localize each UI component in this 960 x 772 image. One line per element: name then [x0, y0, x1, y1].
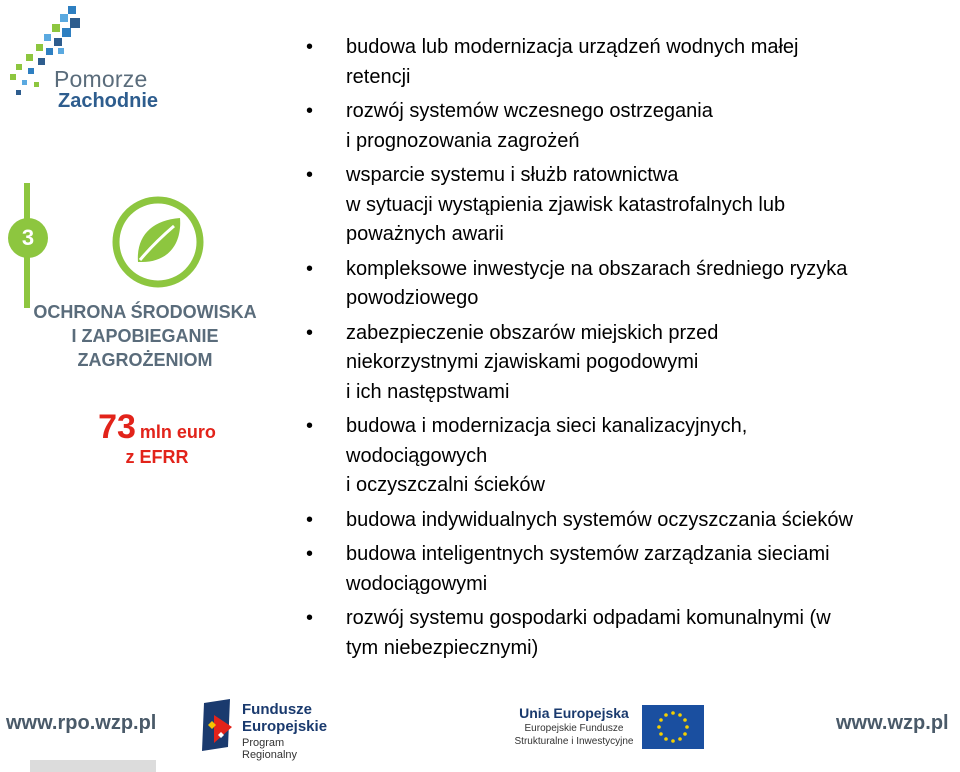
list-item: • budowa i modernizacja sieci kanalizacyjnych, wodociągowych i oczyszczalni ścieków	[300, 412, 960, 501]
axis-title	[30, 300, 260, 372]
fe-line2: Europejskie	[242, 718, 328, 735]
ue-line1: Unia Europejska	[519, 705, 629, 721]
leaf-icon	[112, 196, 204, 288]
logo-line1: Pomorze	[54, 66, 148, 92]
list-item: • budowa inteligentnych systemów zarządzania sieciami wodociągowymi	[300, 540, 960, 599]
budget-unit: mln euro	[139, 422, 216, 442]
budget-source: z EFRR	[125, 447, 189, 467]
list-item: • budowa lub modernizacja urządzeń wodnych małej retencji	[300, 33, 960, 92]
fe-star-icon	[200, 699, 236, 751]
eu-flag-icon	[642, 705, 704, 749]
axis-title-line: ZAGROŻENIOM	[77, 350, 213, 370]
ue-line3: Strukturalne i Inwestycyjne	[514, 736, 634, 747]
axis-title-line: OCHRONA ŚRODOWISKA	[33, 302, 257, 322]
fe-line3: Program Regionalny	[242, 737, 298, 761]
budget-info	[62, 408, 252, 468]
axis-number-badge: 3	[8, 218, 48, 258]
list-item: • zabezpieczenie obszarów miejskich przed niekorzystnymi zjawiskami pogodowymi i ich następstwami	[300, 319, 960, 408]
eu-logo	[510, 705, 710, 753]
axis-title-line: I ZAPOBIEGANIE	[71, 326, 219, 346]
fe-line1: Fundusze	[242, 701, 312, 718]
logo-line2: Zachodnie	[58, 90, 159, 112]
list-item: • budowa indywidualnych systemów oczyszczania ścieków	[300, 506, 960, 536]
list-item: • wsparcie systemu i służb ratownictwa w sytuacji wystąpienia zjawisk katastrofalnych lub poważnych awarii	[300, 161, 960, 250]
footer-url-right[interactable]: www.wzp.pl	[836, 712, 949, 734]
fundusze-europejskie-logo	[200, 697, 340, 761]
list-item: • rozwój systemu gospodarki odpadami komunalnymi (w tym niebezpiecznymi)	[300, 604, 960, 663]
list-item: • kompleksowe inwestycje na obszarach średniego ryzyka powodziowego	[300, 255, 960, 314]
bottom-bar	[30, 760, 156, 772]
footer-url-left[interactable]: www.rpo.wzp.pl	[6, 712, 157, 734]
ue-line2: Europejskie Fundusze	[524, 723, 624, 734]
pomorze-zachodnie-logo	[8, 4, 178, 119]
list-item: • rozwój systemów wczesnego ostrzegania i prognozowania zagrożeń	[300, 97, 960, 156]
measures-list	[300, 33, 960, 668]
budget-amount: 73	[98, 408, 136, 446]
